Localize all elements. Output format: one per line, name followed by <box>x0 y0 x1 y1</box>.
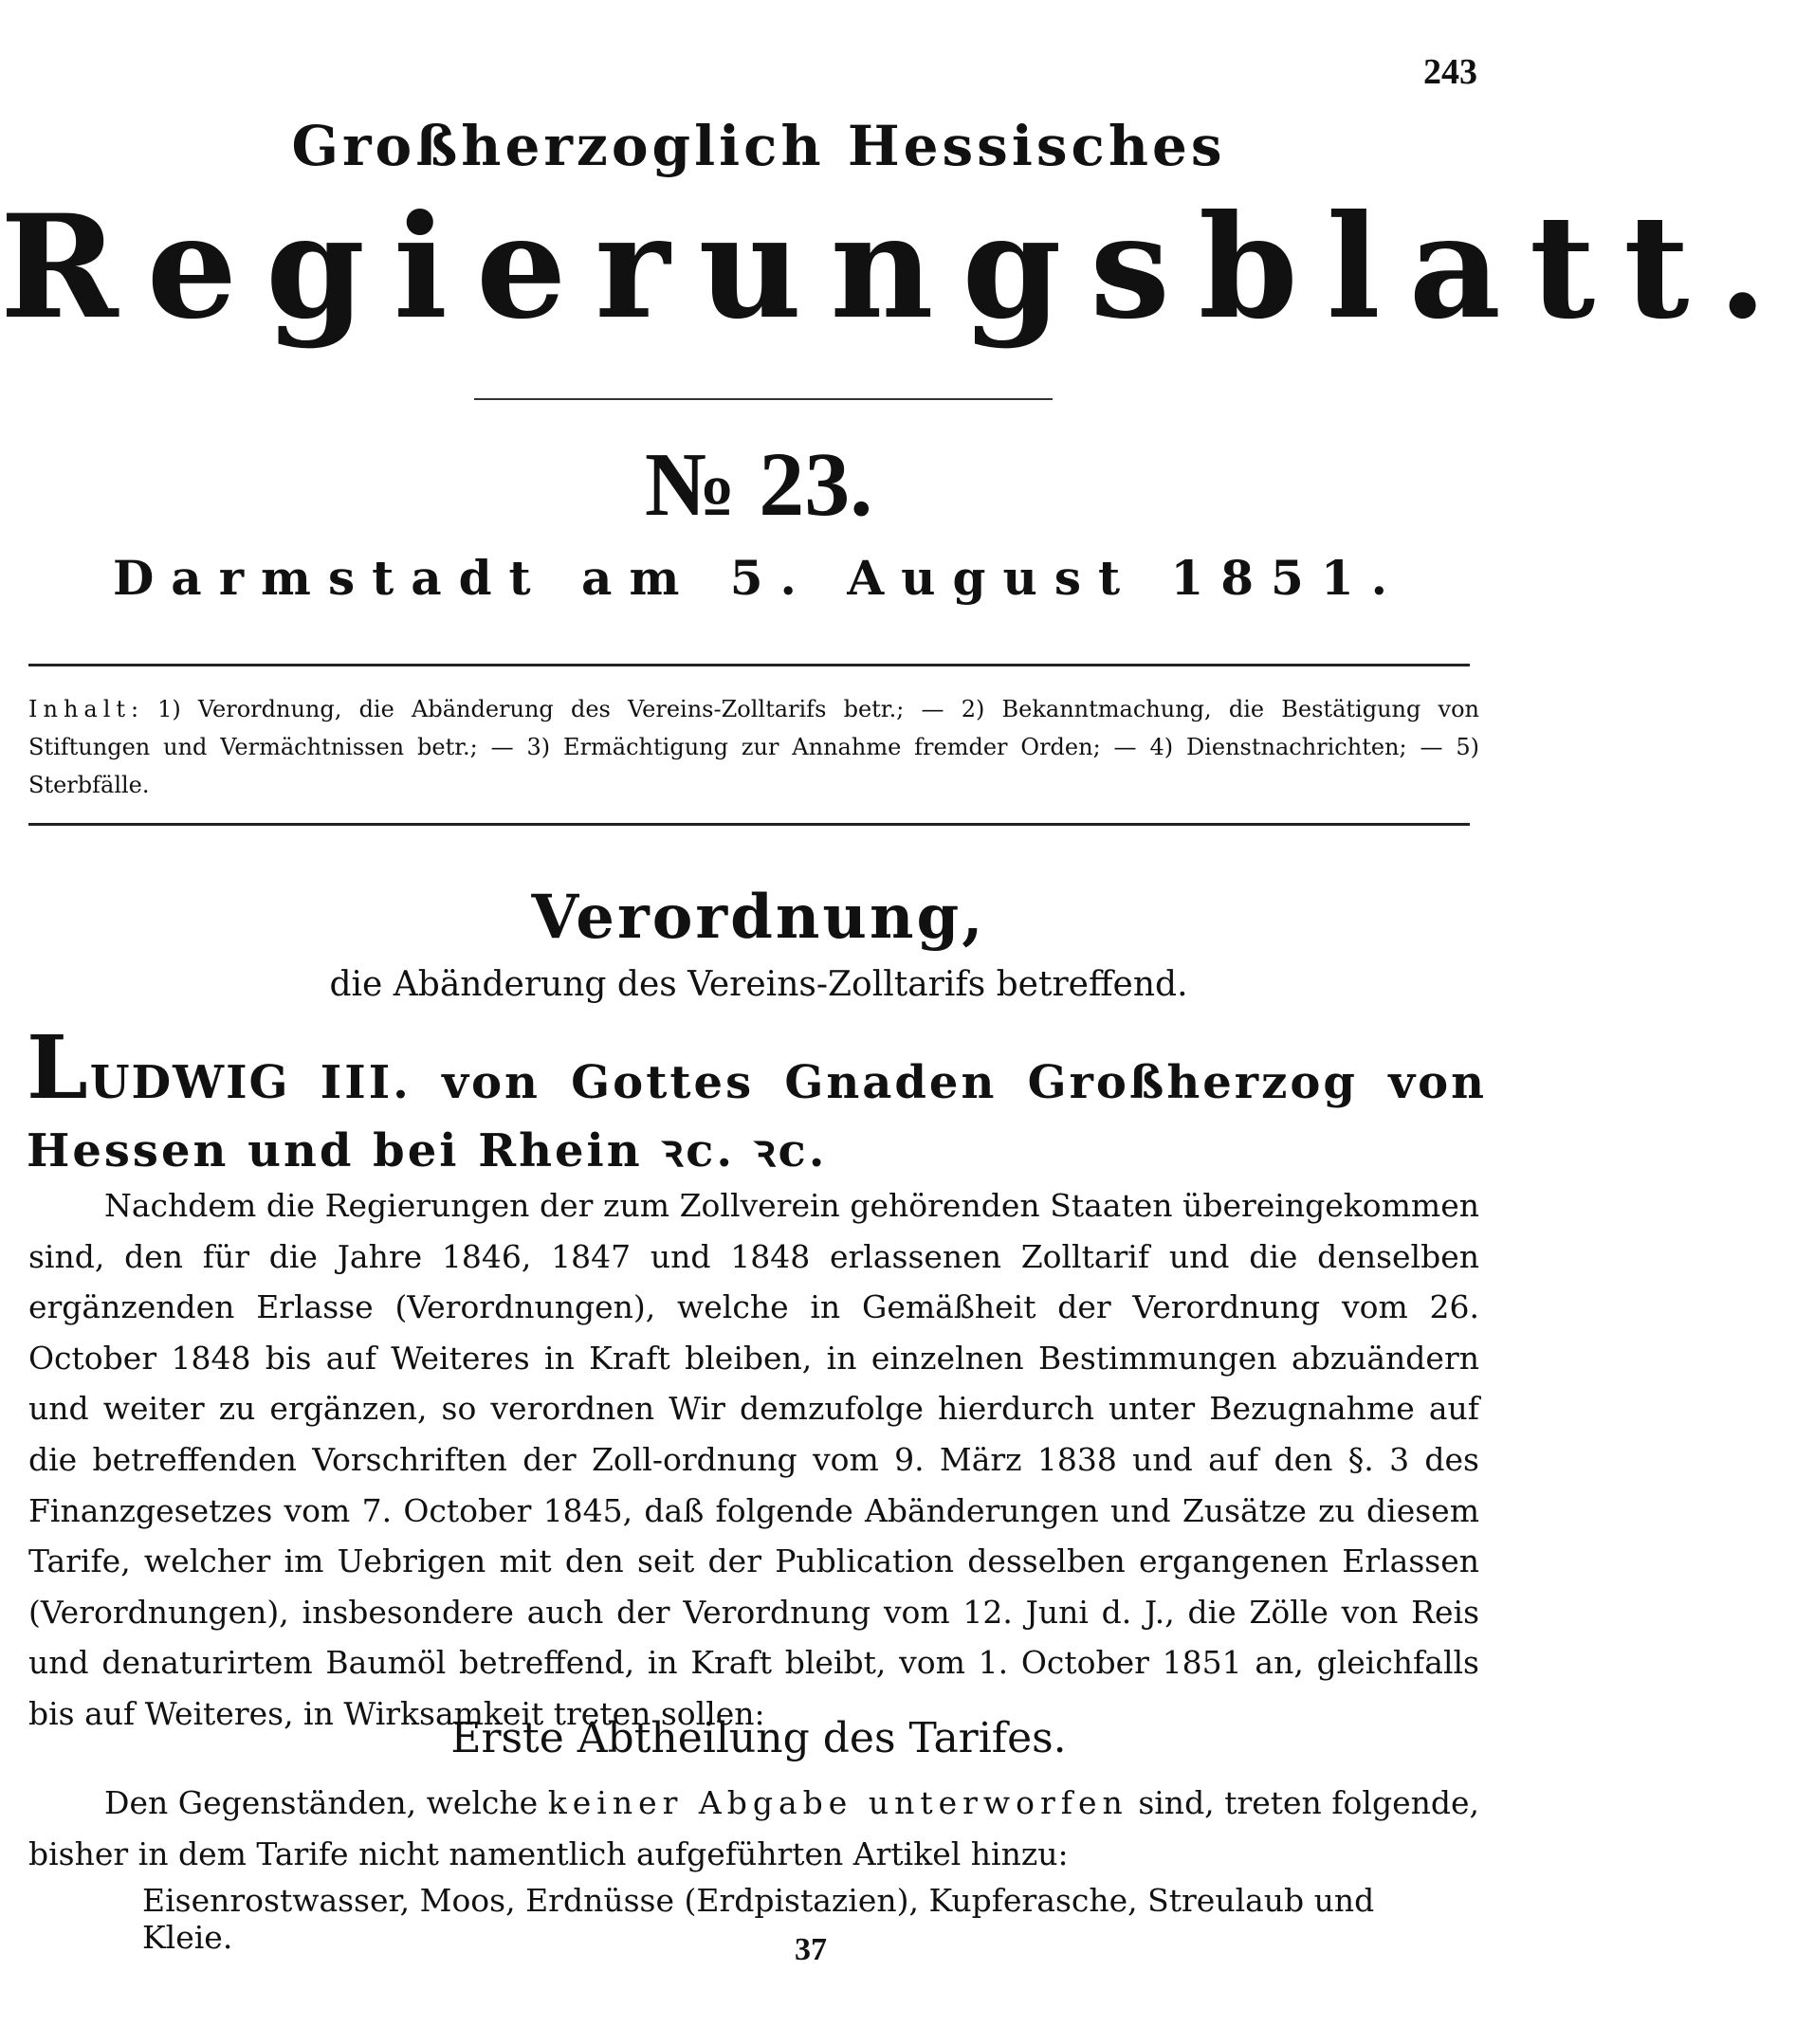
article-list: Eisenrostwasser, Moos, Erdnüsse (Erdpistazien), Kupferasche, Streulaub und Kleie. <box>142 1882 1375 1956</box>
subsection-title: Erste Abtheilung des Tarifes. <box>450 1714 1067 1762</box>
second-paragraph <box>28 1778 1479 1880</box>
section-title: Verordnung, <box>531 882 986 953</box>
contents-bottom-rule <box>28 823 1470 826</box>
contents-text: 1) Verordnung, die Abänderung des Vereins-Zolltarifs betr.; — 2) Bekanntmachung, die Bestätigung von Stiftungen und Vermächtnissen betr.; — 3) Ermächtigung zur Annahme fremder Orden; — 4) Dienstnachrichten; — 5) Sterbfälle. <box>28 696 1479 798</box>
ruler-title-rest: III. von Gottes Gnaden Großherzog von Hessen und bei Rhein ꝛc. ꝛc. <box>27 1056 1487 1177</box>
contents-top-rule <box>28 664 1470 666</box>
page-number: 243 <box>1423 52 1477 92</box>
issue-date: Darmstadt am 5. August 1851. <box>112 550 1405 606</box>
contents-label: Inhalt: <box>28 696 145 722</box>
issue-number: № 23. <box>644 433 873 535</box>
second-paragraph-end: sind, treten folgende, bisher in dem Tarife nicht namentlich aufgeführten Artikel hinzu: <box>28 1784 1480 1872</box>
masthead-divider <box>474 398 1053 400</box>
main-paragraph: Nachdem die Regierungen der zum Zollverein gehörenden Staaten übereingekommen sind, den für die Jahre 1846, 1847 und 1848 erlassenen Zolltarif und die denselben ergänzenden Erlasse (Verordnungen), welche in Gemäßheit der Verordnung vom 26. October 1848 bis auf Weiteres in Kraft bleiben, in einzelnen Bestimmungen abzuändern und weiter zu ergänzen, so verordnen Wir demzufolge hierdurch unter Bezugnahme auf die betreffenden Vorschriften der Zoll-ordnung vom 9. März 1838 und auf den §. 3 des Finanzgesetzes vom 7. October 1845, daß folgende Abänderungen und Zusätze zu diesem Tarife, welcher im Uebrigen mit den seit der Publication desselben ergangenen Erlassen (Verordnungen), insbesondere auch der Verordnung vom 12. Juni d. J., die Zölle von Reis und denaturirtem Baumöl betreffend, in Kraft bleibt, vom 1. October 1851 an, gleichfalls bis auf Weiteres, in Wirksamkeit treten sollen: <box>28 1187 1479 1732</box>
masthead-title: Regierungsblatt. <box>0 184 1796 351</box>
second-paragraph-emphasis: keiner Abgabe unterworfen <box>547 1784 1128 1821</box>
ruler-name: UDWIG <box>89 1056 290 1109</box>
section-subtitle: die Abänderung des Vereins-Zolltarifs betreffend. <box>329 965 1188 1004</box>
table-of-contents <box>28 690 1479 804</box>
second-paragraph-start: Den Gegenständen, welche <box>104 1784 548 1821</box>
ruler-title <box>27 1016 1487 1185</box>
signature-mark: 37 <box>795 1932 827 1967</box>
drop-cap: L <box>27 1016 90 1119</box>
masthead-subtitle: Großherzoglich Hessisches <box>291 114 1226 178</box>
